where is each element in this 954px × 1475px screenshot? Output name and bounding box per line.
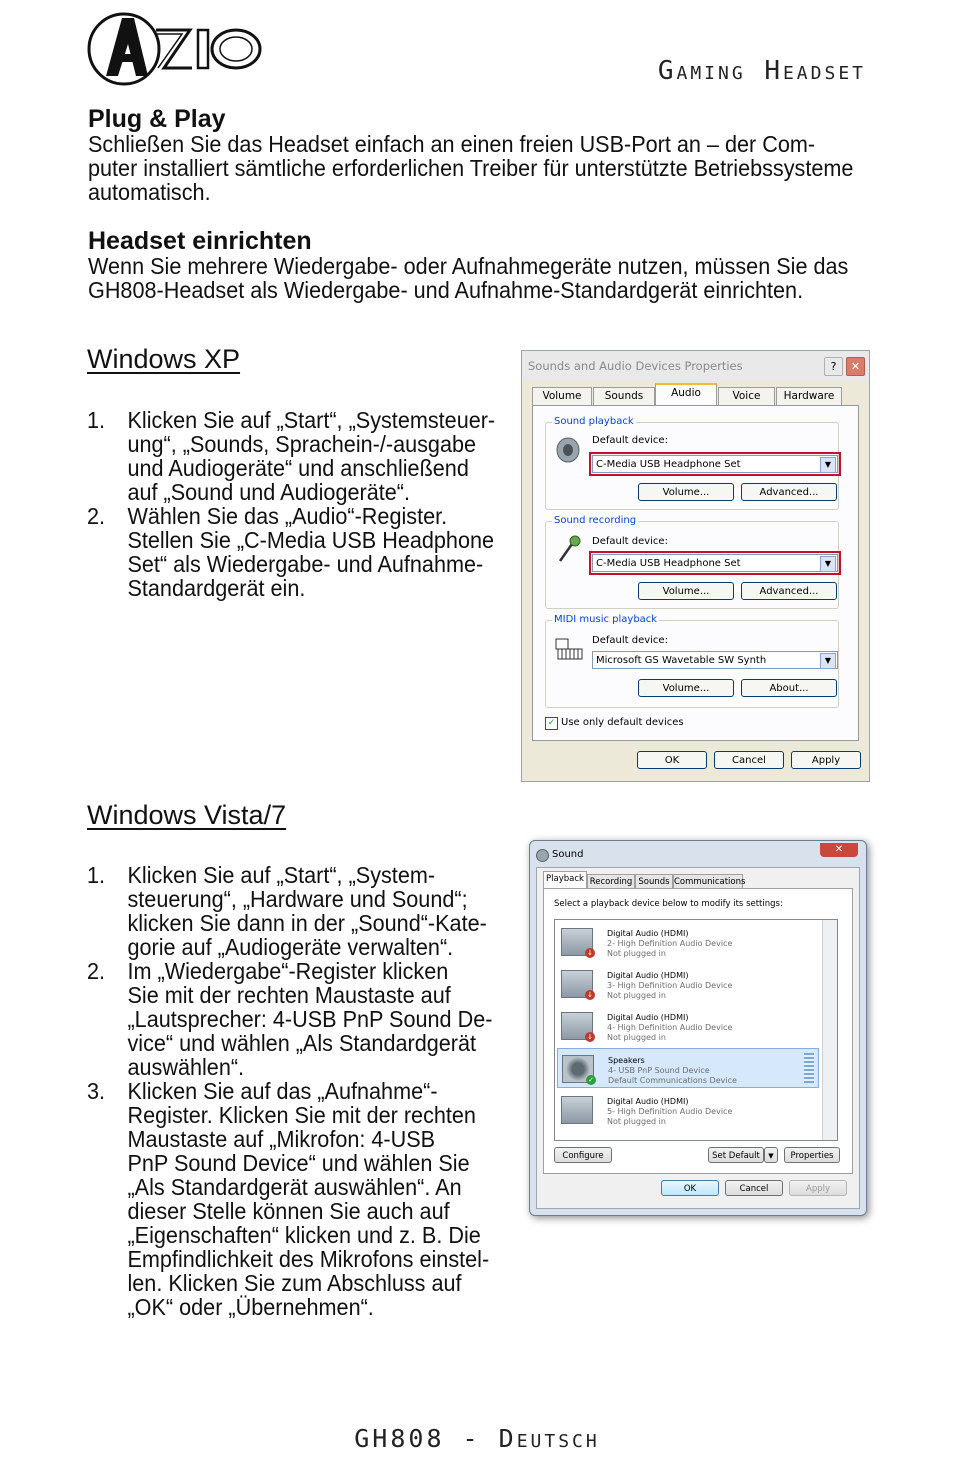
xp-heading: Windows XP — [87, 344, 241, 374]
step-text: Wählen Sie das „Audio“-Register. Stellen Sie „C-Media USB Headphone Set“ als Wiedergabe- und Aufnahme- Standardgerät ein. — [127, 503, 495, 601]
midi-volume-button[interactable]: Volume... — [638, 679, 734, 697]
midi-about-button[interactable]: About... — [741, 679, 837, 697]
list-item[interactable] — [557, 922, 819, 962]
help-button[interactable]: ? — [824, 357, 843, 376]
tab-volume[interactable]: Volume — [532, 387, 592, 405]
recording-device-select[interactable] — [592, 554, 838, 572]
chevron-down-icon: ▼ — [820, 653, 836, 669]
chevron-down-icon: ▼ — [820, 556, 836, 572]
device-status: Not plugged in — [607, 991, 666, 1000]
step-number: 1. — [87, 407, 106, 433]
list-item-selected[interactable] — [557, 1048, 819, 1088]
list-item[interactable] — [557, 1090, 819, 1130]
close-button[interactable]: ✕ — [846, 357, 865, 376]
vista-sound-dialog — [529, 840, 867, 1216]
microphone-icon — [554, 534, 584, 564]
select-value: C-Media USB Headphone Set — [596, 558, 741, 569]
device-name: Digital Audio (HDMI) — [607, 929, 689, 938]
setup-heading: Headset einrichten — [88, 227, 312, 255]
tab-communications[interactable]: Communications — [673, 874, 743, 889]
list-item[interactable] — [557, 964, 819, 1004]
step-text: Klicken Sie auf „Start“, „Systemsteuer- ung“, „Sounds, Sprachein-/-ausgabe und Audiogeräte“ und anschließend auf „Sound und Audiogeräte“. — [127, 407, 496, 505]
ok-button[interactable]: OK — [661, 1180, 719, 1196]
vista-dialog-title: Sound — [552, 849, 584, 860]
setup-line: Wenn Sie mehrere Wiedergabe- oder Aufnahmegeräte nutzen, müssen Sie das — [88, 253, 849, 279]
default-device-label: Default device: — [592, 536, 668, 547]
device-name: Digital Audio (HDMI) — [607, 1013, 689, 1022]
sound-icon — [536, 849, 549, 862]
device-sub: 3- High Definition Audio Device — [607, 981, 733, 990]
recording-advanced-button[interactable]: Advanced... — [741, 582, 837, 600]
monitor-icon — [561, 1096, 593, 1124]
plug-play-line: automatisch. — [88, 179, 211, 205]
plug-play-heading: Plug & Play — [88, 105, 226, 133]
setup-line: GH808-Headset als Wiedergabe- und Aufnahme-Standardgerät einrichten. — [88, 277, 804, 303]
midi-device-select[interactable] — [592, 651, 838, 669]
device-status: Not plugged in — [607, 1117, 666, 1126]
checkbox-label: Use only default devices — [561, 717, 684, 728]
playback-device-list — [554, 919, 838, 1141]
plug-play-line: puter installiert sämtliche erforderlichen Treiber für unterstützte Betriebssysteme — [88, 155, 854, 181]
tab-sounds[interactable]: Sounds — [635, 874, 673, 889]
header-title: Gaming Headset — [657, 56, 866, 86]
tab-audio[interactable]: Audio — [655, 383, 717, 407]
tab-sounds[interactable]: Sounds — [593, 387, 655, 405]
audio-tab-panel — [532, 405, 859, 741]
tab-recording[interactable]: Recording — [587, 874, 635, 889]
apply-button[interactable]: Apply — [791, 751, 861, 769]
set-default-dropdown[interactable]: ▼ — [764, 1147, 778, 1163]
close-button[interactable]: ✕ — [820, 843, 858, 857]
group-label: Sound recording — [554, 515, 637, 526]
playback-device-select[interactable] — [592, 455, 838, 473]
group-label: Sound playback — [554, 416, 634, 427]
level-meter — [804, 1053, 814, 1083]
step-text: Klicken Sie auf „Start“, „System- steuerung“, „Hardware und Sound“; klicken Sie dann in der „Sound“-Kate- gorie auf „Audiogeräte verwalten“. — [127, 862, 487, 960]
device-name: Digital Audio (HDMI) — [607, 971, 689, 980]
speaker-icon — [554, 435, 584, 465]
group-label: MIDI music playback — [554, 614, 658, 625]
device-name: Speakers — [608, 1056, 645, 1065]
default-devices-checkbox[interactable]: ✓ — [545, 717, 558, 730]
sound-playback-group — [545, 416, 839, 510]
list-item[interactable] — [557, 1006, 819, 1046]
xp-sound-dialog — [521, 350, 870, 782]
tab-hardware[interactable]: Hardware — [776, 387, 842, 405]
step-number: 2. — [87, 958, 106, 984]
footer: GH808 - Deutsch — [354, 1424, 600, 1453]
device-status: Default Communications Device — [608, 1076, 737, 1085]
unplugged-icon: ↓ — [585, 948, 595, 958]
device-name: Digital Audio (HDMI) — [607, 1097, 689, 1106]
azio-logo — [86, 8, 266, 90]
device-status: Not plugged in — [607, 949, 666, 958]
select-value: Microsoft GS Wavetable SW Synth — [596, 655, 767, 666]
cancel-button[interactable]: Cancel — [714, 751, 784, 769]
instruction-text: Select a playback device below to modify its settings: — [554, 899, 783, 909]
vista-step — [87, 863, 519, 959]
device-sub: 5- High Definition Audio Device — [607, 1107, 733, 1116]
ok-button[interactable]: OK — [637, 751, 707, 769]
configure-button[interactable]: Configure — [554, 1147, 612, 1163]
list-scrollbar[interactable] — [822, 920, 837, 1140]
midi-playback-group — [545, 614, 839, 708]
vista-client-area — [536, 867, 860, 1209]
default-check-icon: ✓ — [586, 1075, 596, 1085]
vista-steps — [87, 863, 557, 1319]
xp-step — [87, 408, 519, 504]
playback-panel — [543, 888, 853, 1174]
xp-dialog-title: Sounds and Audio Devices Properties — [522, 351, 869, 381]
playback-advanced-button[interactable]: Advanced... — [741, 483, 837, 501]
vista-step — [87, 1079, 519, 1319]
set-default-button[interactable]: Set Default — [708, 1147, 764, 1163]
unplugged-icon: ↓ — [585, 990, 595, 1000]
select-value: C-Media USB Headphone Set — [596, 459, 741, 470]
properties-button[interactable]: Properties — [784, 1147, 840, 1163]
step-number: 2. — [87, 503, 106, 529]
midi-keyboard-icon — [554, 633, 584, 663]
step-text: Im „Wiedergabe“-Register klicken Sie mit der rechten Maustaste auf „Lautsprecher: 4-USB PnP Sound De- vice“ und wählen „Als Standardgerät auswählen“. — [127, 958, 493, 1080]
playback-volume-button[interactable]: Volume... — [638, 483, 734, 501]
device-sub: 2- High Definition Audio Device — [607, 939, 733, 948]
step-number: 1. — [87, 862, 106, 888]
plug-play-line: Schließen Sie das Headset einfach an einen freien USB-Port an – der Com- — [88, 131, 816, 157]
default-device-label: Default device: — [592, 635, 668, 646]
device-sub: 4- High Definition Audio Device — [607, 1023, 733, 1032]
cancel-button[interactable]: Cancel — [725, 1180, 783, 1196]
chevron-down-icon: ▼ — [820, 457, 836, 473]
device-status: Not plugged in — [607, 1033, 666, 1042]
vista-heading: Windows Vista/7 — [87, 800, 287, 830]
vista-step — [87, 959, 519, 1079]
xp-step — [87, 504, 519, 600]
recording-volume-button[interactable]: Volume... — [638, 582, 734, 600]
default-device-label: Default device: — [592, 435, 668, 446]
tab-playback[interactable]: Playback — [543, 871, 587, 890]
xp-steps — [87, 408, 557, 600]
tab-voice[interactable]: Voice — [718, 387, 775, 405]
device-sub: 4- USB PnP Sound Device — [608, 1066, 710, 1075]
step-number: 3. — [87, 1078, 106, 1104]
apply-button[interactable]: Apply — [789, 1180, 847, 1196]
sound-recording-group — [545, 515, 839, 609]
unplugged-icon: ↓ — [585, 1032, 595, 1042]
step-text: Klicken Sie auf das „Aufnahme“- Register. Klicken Sie mit der rechten Maustaste auf „Mikrofon: 4-USB PnP Sound Device“ und wählen Sie „Als Standardgerät auswählen“. An dieser Stelle können Sie auch auf „Eigenschaften“ klicken und z. B. Die Empfindlichkeit des Mikrofons einstel- len. Klicken Sie zum Abschluss auf „OK“ oder „Übernehmen“. — [127, 1078, 490, 1320]
